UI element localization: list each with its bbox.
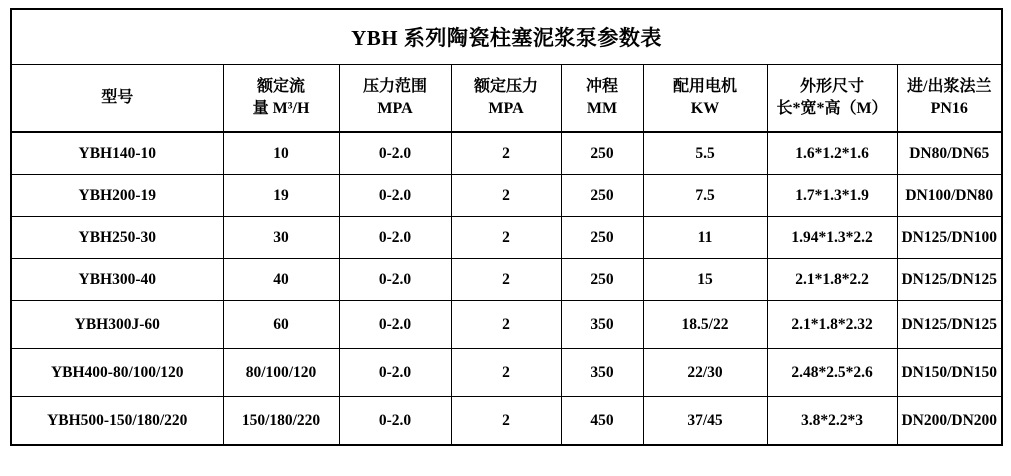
table-row: [11, 397, 1002, 446]
column-header-dimensions-line1: 外形尺寸: [799, 78, 864, 96]
cell-motor: 7.5: [643, 175, 767, 217]
cell-flow: 150/180/220: [223, 397, 339, 446]
table-header-row: [11, 65, 1002, 133]
table-row: [11, 301, 1002, 349]
cell-pressure-range: 0-2.0: [339, 175, 451, 217]
cell-stroke: 250: [561, 132, 643, 175]
column-header-rated-pressure-line2: MPA: [488, 100, 524, 117]
cell-model: YBH500-150/180/220: [11, 397, 223, 446]
cell-pressure-range: 0-2.0: [339, 132, 451, 175]
cell-dimensions: 1.94*1.3*2.2: [767, 217, 897, 259]
column-header-flange-line1: 进/出浆法兰: [907, 78, 992, 96]
cell-stroke: 250: [561, 217, 643, 259]
column-header-stroke-line2: MM: [586, 100, 618, 117]
cell-flange: DN200/DN200: [897, 397, 1002, 446]
cell-motor: 11: [643, 217, 767, 259]
cell-rated-pressure: 2: [451, 397, 561, 446]
cell-dimensions: 2.1*1.8*2.2: [767, 259, 897, 301]
cell-model: YBH300J-60: [11, 301, 223, 349]
cell-flange: DN125/DN125: [897, 301, 1002, 349]
table-row: [11, 132, 1002, 175]
column-header-pressure-range-line2: MPA: [377, 100, 413, 117]
column-header-flange: [897, 65, 1002, 133]
cell-flange: DN100/DN80: [897, 175, 1002, 217]
column-header-model-line1: 型号: [101, 89, 134, 107]
cell-pressure-range: 0-2.0: [339, 301, 451, 349]
column-header-model: [11, 65, 223, 133]
column-header-stroke-line1: 冲程: [585, 78, 618, 96]
cell-stroke: 450: [561, 397, 643, 446]
cell-pressure-range: 0-2.0: [339, 259, 451, 301]
cell-flange: DN150/DN150: [897, 349, 1002, 397]
cell-flow: 60: [223, 301, 339, 349]
cell-model: YBH140-10: [11, 132, 223, 175]
cell-rated-pressure: 2: [451, 175, 561, 217]
column-header-dimensions-line2: 长*宽*高（M）: [776, 100, 888, 117]
cell-rated-pressure: 2: [451, 259, 561, 301]
table-row: [11, 259, 1002, 301]
table-row: [11, 349, 1002, 397]
cell-motor: 5.5: [643, 132, 767, 175]
cell-dimensions: 3.8*2.2*3: [767, 397, 897, 446]
column-header-motor-line1: 配用电机: [672, 78, 737, 96]
cell-dimensions: 1.6*1.2*1.6: [767, 132, 897, 175]
column-header-dimensions: [767, 65, 897, 133]
table-row: [11, 217, 1002, 259]
cell-pressure-range: 0-2.0: [339, 397, 451, 446]
column-header-rated-pressure: [451, 65, 561, 133]
cell-dimensions: 1.7*1.3*1.9: [767, 175, 897, 217]
cell-model: YBH200-19: [11, 175, 223, 217]
cell-rated-pressure: 2: [451, 132, 561, 175]
table-title-row: [11, 9, 1002, 65]
cell-motor: 22/30: [643, 349, 767, 397]
column-header-motor-line2: KW: [690, 100, 720, 117]
cell-model: YBH400-80/100/120: [11, 349, 223, 397]
cell-dimensions: 2.1*1.8*2.32: [767, 301, 897, 349]
column-header-rated-pressure-line1: 额定压力: [473, 78, 538, 96]
cell-flow: 80/100/120: [223, 349, 339, 397]
column-header-flange-line2: PN16: [930, 100, 968, 117]
cell-model: YBH300-40: [11, 259, 223, 301]
column-header-flow: [223, 65, 339, 133]
column-header-flow-line2: 量 M³/H: [252, 100, 310, 117]
cell-flow: 40: [223, 259, 339, 301]
cell-flange: DN80/DN65: [897, 132, 1002, 175]
cell-flow: 19: [223, 175, 339, 217]
cell-stroke: 350: [561, 349, 643, 397]
cell-stroke: 250: [561, 259, 643, 301]
cell-rated-pressure: 2: [451, 301, 561, 349]
table-row: [11, 175, 1002, 217]
column-header-motor: [643, 65, 767, 133]
cell-stroke: 350: [561, 301, 643, 349]
cell-pressure-range: 0-2.0: [339, 349, 451, 397]
cell-motor: 18.5/22: [643, 301, 767, 349]
cell-flange: DN125/DN100: [897, 217, 1002, 259]
cell-stroke: 250: [561, 175, 643, 217]
column-header-pressure-range-line1: 压力范围: [362, 78, 427, 96]
cell-flow: 30: [223, 217, 339, 259]
cell-rated-pressure: 2: [451, 217, 561, 259]
cell-dimensions: 2.48*2.5*2.6: [767, 349, 897, 397]
cell-motor: 15: [643, 259, 767, 301]
cell-pressure-range: 0-2.0: [339, 217, 451, 259]
cell-flange: DN125/DN125: [897, 259, 1002, 301]
cell-model: YBH250-30: [11, 217, 223, 259]
cell-motor: 37/45: [643, 397, 767, 446]
column-header-stroke: [561, 65, 643, 133]
column-header-pressure-range: [339, 65, 451, 133]
cell-rated-pressure: 2: [451, 349, 561, 397]
specification-table: [10, 8, 1003, 446]
cell-flow: 10: [223, 132, 339, 175]
page-title: YBH 系列陶瓷柱塞泥浆泵参数表: [11, 9, 1002, 65]
column-header-flow-line1: 额定流: [256, 78, 305, 96]
